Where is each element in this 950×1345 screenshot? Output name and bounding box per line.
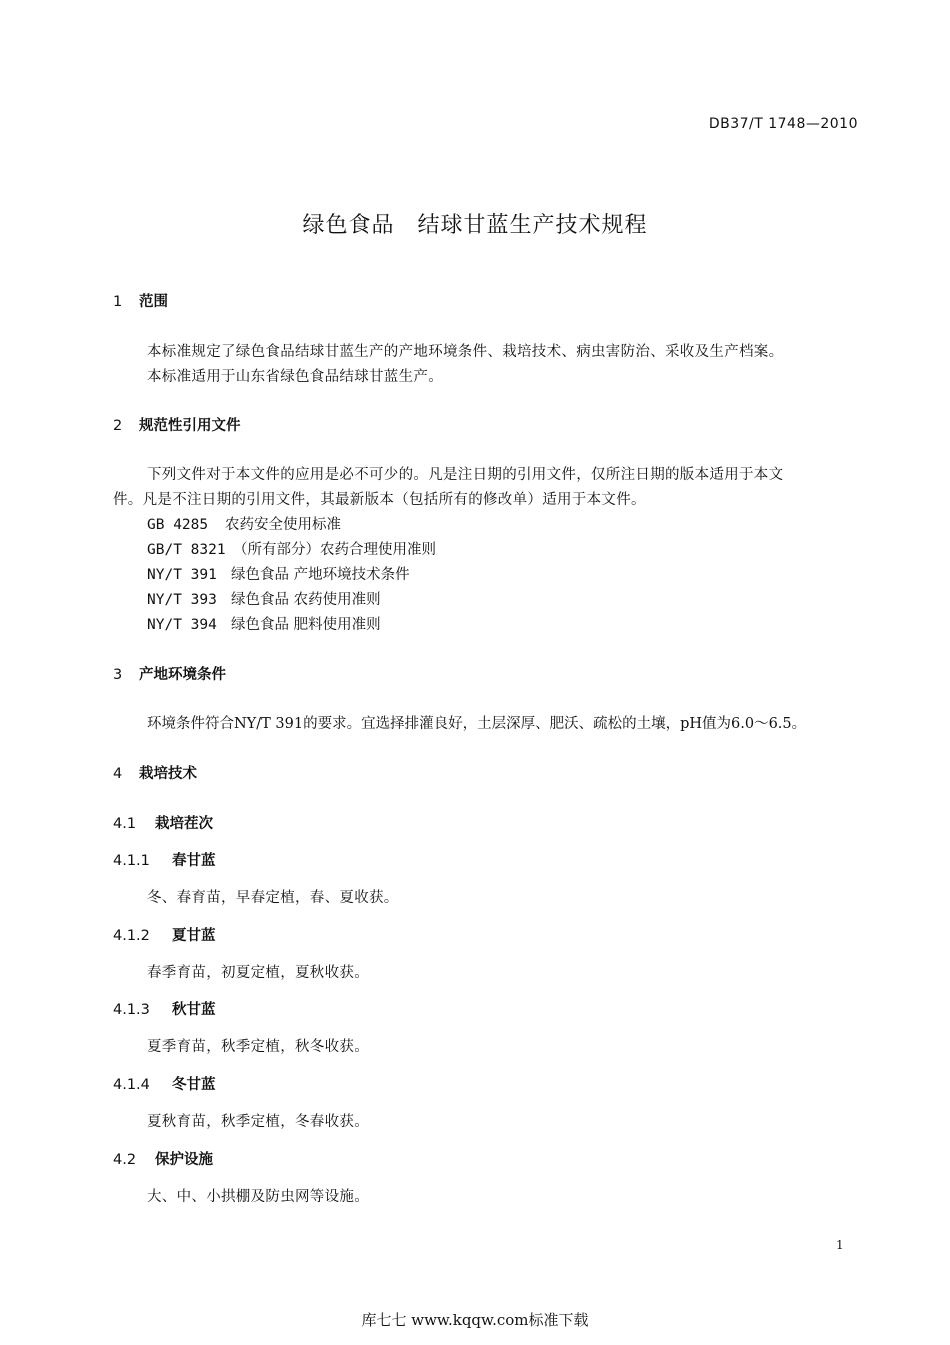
paragraph: 春季育苗，初夏定植，夏秋收获。 xyxy=(147,965,369,981)
reference-title: 绿色食品 农药使用准则 xyxy=(231,592,381,608)
reference-code: NY/T 393 xyxy=(147,592,217,608)
reference-title: 农药安全使用标准 xyxy=(225,517,341,533)
reference-item xyxy=(147,588,381,609)
reference-code: NY/T 391 xyxy=(147,567,217,583)
paragraph: 下列文件对于本文件的应用是必不可少的。凡是注日期的引用文件，仅所注日期的版本适用于本文 xyxy=(147,467,784,483)
paragraph: 冬、春育苗，早春定植，春、夏收获。 xyxy=(147,890,399,906)
section-title: 范围 xyxy=(139,294,168,310)
section-number: 4.1.3 xyxy=(113,1002,150,1018)
paragraph: 本标准适用于山东省绿色食品结球甘蓝生产。 xyxy=(147,369,443,385)
reference-item xyxy=(147,563,410,584)
section-number: 4.1 xyxy=(113,816,137,832)
page-number: 1 xyxy=(836,1238,844,1252)
reference-code: GB 4285 xyxy=(147,517,209,533)
reference-item xyxy=(147,613,381,634)
section-title: 保护设施 xyxy=(155,1152,213,1168)
subsection-4-1-4-heading xyxy=(113,1073,216,1094)
section-number: 1 xyxy=(113,294,123,310)
section-title: 春甘蓝 xyxy=(172,853,216,869)
section-title: 栽培茬次 xyxy=(155,816,213,832)
section-number: 4.2 xyxy=(113,1152,137,1168)
section-title: 冬甘蓝 xyxy=(172,1077,216,1093)
subsection-4-1-3-heading xyxy=(113,998,216,1019)
section-number: 4.1.2 xyxy=(113,928,150,944)
section-title: 栽培技术 xyxy=(139,766,197,782)
reference-item xyxy=(147,538,436,559)
reference-title: 绿色食品 产地环境技术条件 xyxy=(231,567,410,583)
subsection-4-1-2-heading xyxy=(113,924,216,945)
paragraph: 夏季育苗，秋季定植，秋冬收获。 xyxy=(147,1039,369,1055)
section-number: 4.1.1 xyxy=(113,853,150,869)
section-title: 夏甘蓝 xyxy=(172,928,216,944)
section-title: 秋甘蓝 xyxy=(172,1002,216,1018)
section-4-heading xyxy=(113,762,197,783)
paragraph: 环境条件符合NY/T 391的要求。宜选择排灌良好，土层深厚、肥沃、疏松的土壤，pH值为6.0～6.5。 xyxy=(147,716,807,732)
reference-title: 绿色食品 肥料使用准则 xyxy=(231,617,381,633)
section-number: 2 xyxy=(113,418,123,434)
section-3-heading xyxy=(113,663,226,684)
document-title: 绿色食品 结球甘蓝生产技术规程 xyxy=(302,213,648,238)
section-title: 规范性引用文件 xyxy=(139,418,241,434)
reference-code: NY/T 394 xyxy=(147,617,217,633)
subsection-4-1-1-heading xyxy=(113,849,216,870)
paragraph: 本标准规定了绿色食品结球甘蓝生产的产地环境条件、栽培技术、病虫害防治、采收及生产档案。 xyxy=(147,344,784,360)
section-number: 3 xyxy=(113,667,123,683)
section-number: 4.1.4 xyxy=(113,1077,150,1093)
standard-code: DB37/T 1748—2010 xyxy=(708,116,858,132)
reference-item xyxy=(147,513,341,534)
paragraph: 大、中、小拱棚及防虫网等设施。 xyxy=(147,1189,369,1205)
paragraph: 夏秋育苗，秋季定植，冬春收获。 xyxy=(147,1114,369,1130)
reference-code: GB/T 8321 xyxy=(147,542,226,558)
footer-source-note: 库七七 www.kqqw.com标准下载 xyxy=(361,1311,589,1329)
section-number: 4 xyxy=(113,766,123,782)
subsection-4-2-heading xyxy=(113,1148,213,1169)
subsection-4-1-heading xyxy=(113,812,213,833)
reference-title: （所有部分）农药合理使用准则 xyxy=(233,542,436,558)
section-title: 产地环境条件 xyxy=(139,667,226,683)
section-2-heading xyxy=(113,414,241,435)
paragraph: 件。凡是不注日期的引用文件，其最新版本（包括所有的修改单）适用于本文件。 xyxy=(113,492,646,508)
section-1-heading xyxy=(113,290,168,311)
